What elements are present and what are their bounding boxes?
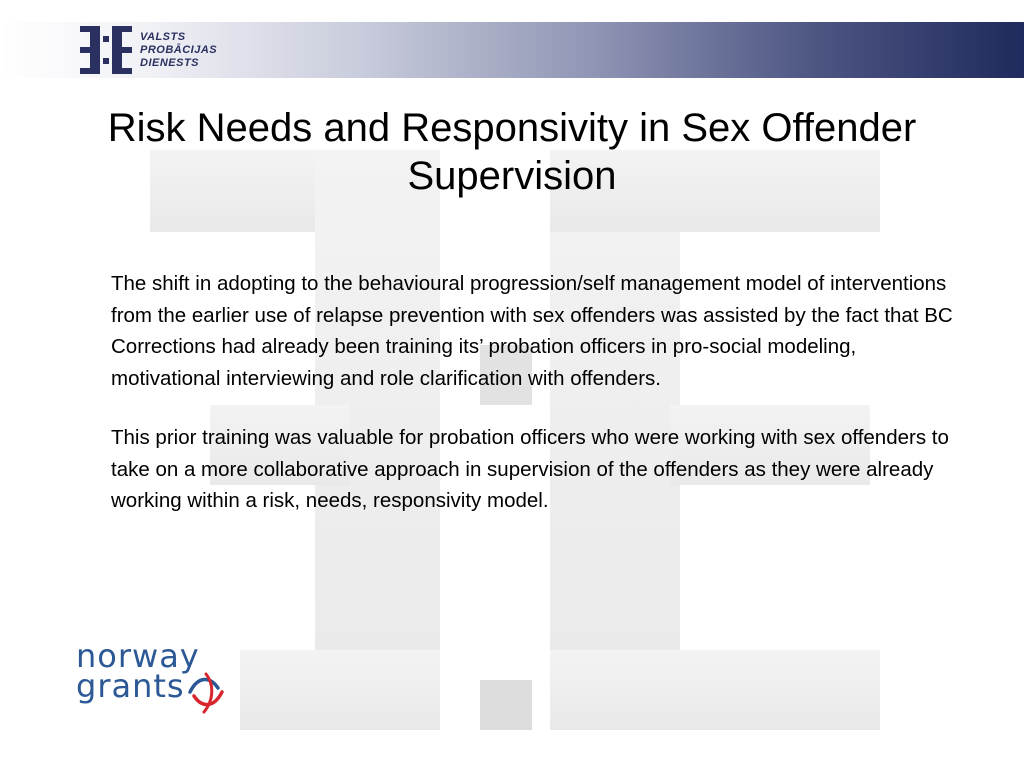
logo-line-2: PROBĀCIJAS xyxy=(140,43,218,56)
probation-service-logo xyxy=(78,24,217,76)
norway-grants-logo xyxy=(72,637,242,720)
norway-grants-line-1: norway xyxy=(76,637,200,675)
body-paragraph-2: This prior training was valuable for probation officers who were working with sex offenders to take on a more collaborative approach in supervision of the offenders as they were already working within a risk, needs, responsivity model. xyxy=(111,426,949,512)
norway-grants-line-2: grants xyxy=(76,667,185,705)
logo-wordmark xyxy=(140,31,217,70)
probation-emblem-icon xyxy=(78,24,134,76)
logo-line-1: VALSTS xyxy=(140,30,186,43)
logo-line-3: DIENESTS xyxy=(140,56,200,69)
body-paragraph-1: The shift in adopting to the behavioural progression/self management model of interventions from the earlier use of relapse prevention with sex offenders was assisted by the fact that BC Corrections had already been training its’ probation officers in pro-social modeling, motivational interviewing and role clarification with offenders. xyxy=(111,272,953,390)
slide-body xyxy=(111,268,961,517)
norway-grants-swirl-icon xyxy=(184,670,228,716)
slide-title: Risk Needs and Responsivity in Sex Offender Supervision xyxy=(107,106,917,198)
